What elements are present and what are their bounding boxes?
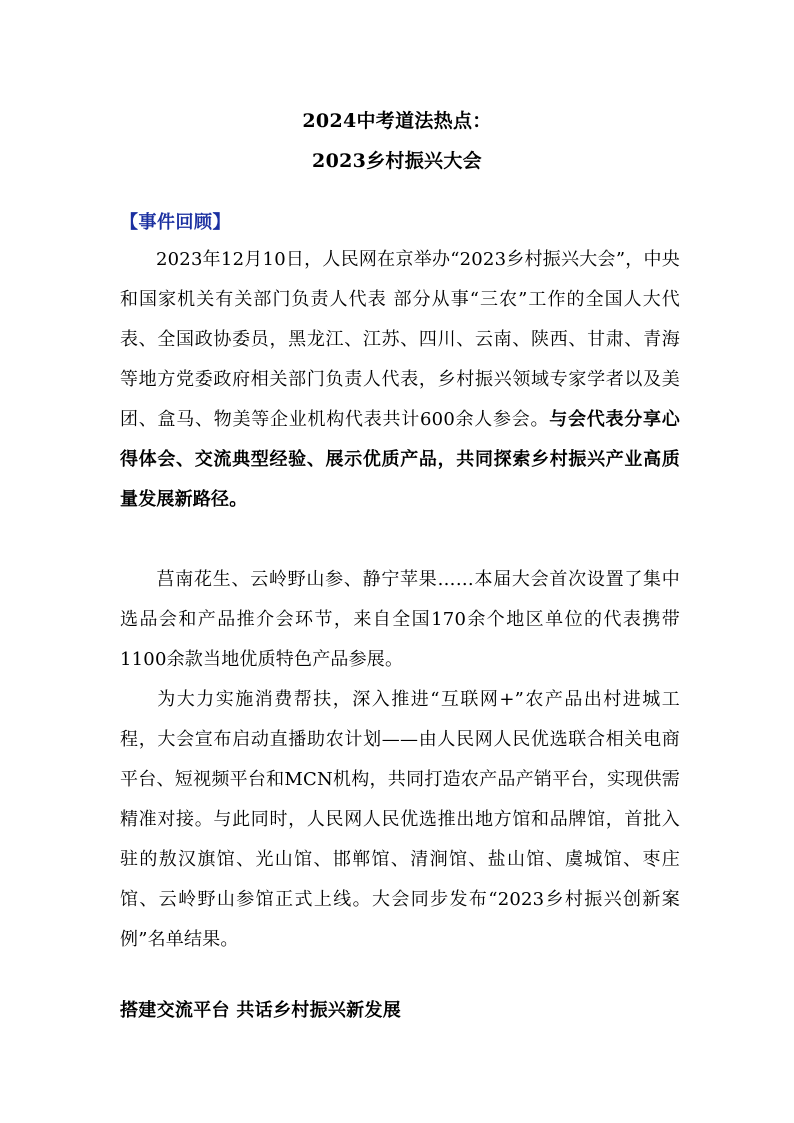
document-title-line-1: 2024中考道法热点：: [302, 110, 492, 132]
paragraph-event-summary: [120, 240, 680, 520]
paragraph-consumption-support-text: 为大力实施消费帮扶，深入推进“互联网+”农产品出村进城工程，大会宣布启动直播助农计划——由人民网人民优选联合相关电商平台、短视频平台和MCN机构，共同打造农产品产销平台，实现供需精准对接。与此同时，人民网人民优选推出地方馆和品牌馆，首批入驻的敖汉旗馆、光山馆、邯郸馆、清涧馆、盐山馆、虞城馆、枣庄馆、云岭野山参馆正式上线。大会同步发布“2023乡村振兴创新案例”名单结果。: [120, 689, 680, 950]
paragraph-event-summary-text: 2023年12月10日，人民网在京举办“2023乡村振兴大会”，中央和国家机关有关部门负责人代表 部分从事“三农”工作的全国人大代表、全国政协委员，黑龙江、江苏、四川、云南、陕西、甘肃、青海等地方党委政府相关部门负责人代表，乡村振兴领域专家学者以及美团、盒马、物美等企业机构代表共计600余人参会。: [120, 249, 680, 430]
section-label-event-review: 【事件回顾】: [120, 212, 231, 233]
paragraph-consumption-support: [120, 680, 680, 960]
paragraph-event-summary-highlight: 与会代表分享心得体会、交流典型经验、展示优质产品，共同探索乡村振兴产业高质量发展新路径。: [120, 409, 681, 510]
paragraph-product-showcase: [120, 560, 680, 680]
subheading-platform: 搭建交流平台 共话乡村振兴新发展: [120, 1000, 402, 1021]
paragraph-product-showcase-text: 莒南花生、云岭野山参、静宁苹果……本届大会首次设置了集中选品会和产品推介会环节，来自全国170余个地区单位的代表携带1100余款当地优质特色产品参展。: [120, 569, 680, 670]
document-title-line-2: 2023乡村振兴大会: [312, 150, 482, 172]
